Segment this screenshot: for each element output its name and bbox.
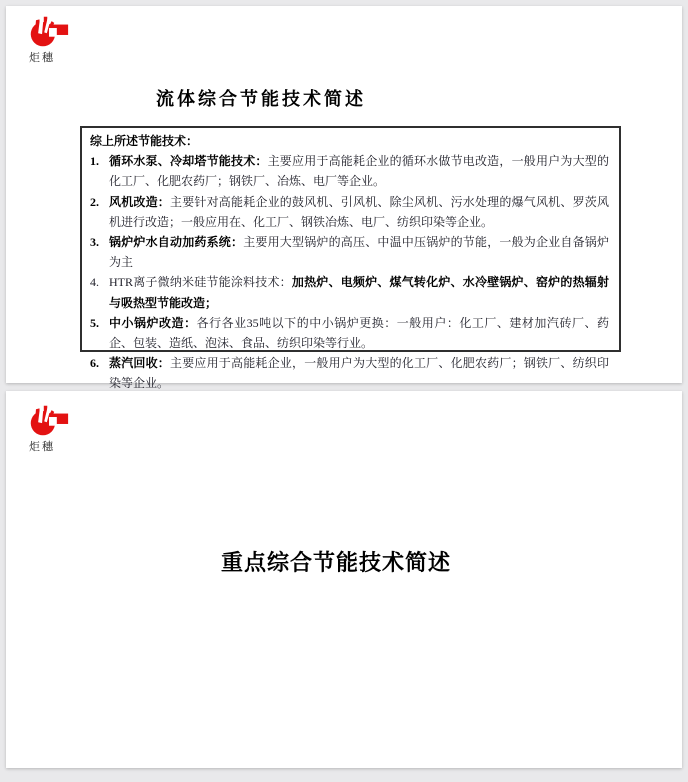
- slide-2[interactable]: [6, 391, 682, 768]
- list-item-3: [90, 232, 609, 272]
- item-number: 5.: [90, 315, 99, 330]
- list-item-1: [90, 151, 609, 191]
- slide-1[interactable]: [6, 6, 682, 391]
- item-text: 风机改造：主要针对高能耗企业的鼓风机、引风机、除尘风机、污水处理的爆气风机、罗茨风机进行改造；一般应用在、化工厂、钢铁冶炼、电厂、纺织印染等企业。: [109, 194, 609, 229]
- item-text: 循环水泵、冷却塔节能技术：主要应用于高能耗企业的循环水做节电改造，一般用户为大型的化工厂、化肥农药厂；钢铁厂、冶炼、电厂等企业。: [109, 154, 609, 189]
- item-number: 6.: [90, 356, 99, 371]
- list-item-2: [90, 192, 609, 232]
- list-item-5: [90, 313, 609, 353]
- item-text: 蒸汽回收：主要应用于高能耗企业，一般用户为大型的化工厂、化肥农药厂；钢铁厂、纺织印染等企业。: [109, 356, 609, 391]
- company-logo: [28, 15, 88, 65]
- slide1-title: 流体综合节能技术简述: [156, 89, 366, 109]
- summary-box: [80, 126, 621, 391]
- item-number: 2.: [90, 194, 99, 209]
- item-number: 1.: [90, 154, 99, 169]
- item-number: 3.: [90, 235, 99, 250]
- item-text: HTR离子微纳米硅节能涂料技术：加热炉、电频炉、煤气转化炉、水冷壁锅炉、窑炉的热辐射与吸热型节能改造；: [109, 275, 609, 310]
- flame-logo-icon: [28, 404, 70, 437]
- list-item-6: [90, 353, 609, 393]
- logo-text: 炬穗: [29, 441, 55, 453]
- flame-logo-icon: [28, 15, 70, 48]
- company-logo: [28, 404, 88, 454]
- logo-text: 炬穗: [29, 52, 55, 64]
- item-text: 锅炉炉水自动加药系统：主要用大型锅炉的高压、中温中压锅炉的节能，一般为企业自备锅炉为主: [109, 235, 609, 270]
- item-number: 4.: [90, 275, 99, 290]
- box-header: 综上所述节能技术：: [90, 134, 199, 148]
- list-item-4: [90, 272, 609, 312]
- item-text: 中小锅炉改造：各行各业35吨以下的中小锅炉更换：一般用户：化工厂、建材加汽砖厂、药企、包装、造纸、泡沫、食品、纺织印染等行业。: [109, 315, 609, 351]
- slide2-title: 重点综合节能技术简述: [220, 550, 451, 575]
